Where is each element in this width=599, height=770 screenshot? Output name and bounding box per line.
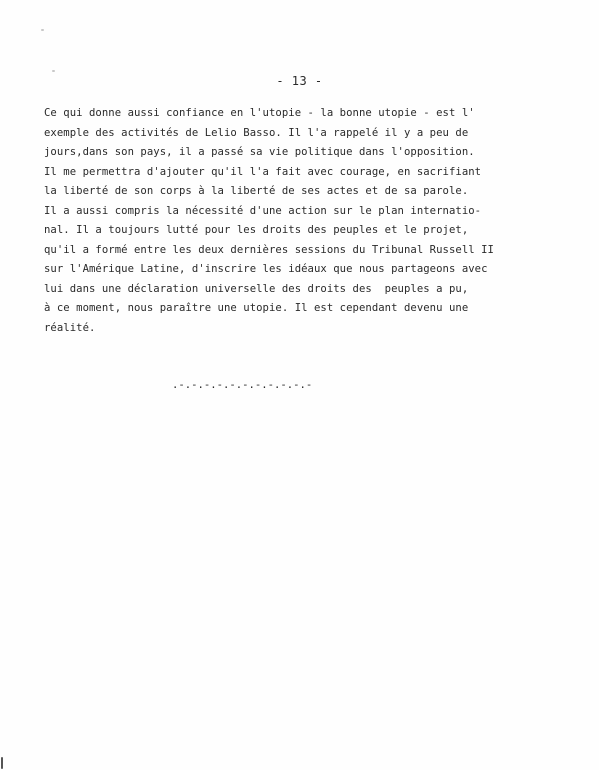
scan-speck [41, 29, 44, 31]
text-line: qu'il a formé entre les deux dernières sessions du Tribunal Russell II [44, 243, 494, 256]
body-paragraph [44, 104, 564, 338]
text-line: Ce qui donne aussi confiance en l'utopie - la bonne utopie - est l' [44, 107, 475, 119]
text-line: la liberté de son corps à la liberté de ses actes et de sa parole. [44, 185, 469, 197]
text-line: Il me permettra d'ajouter qu'il l'a fait avec courage, en sacrifiant [44, 165, 482, 178]
text-line: Il a aussi compris la nécessité d'une action sur le plan internatio- [44, 204, 482, 217]
text-line: réalité. [44, 321, 96, 334]
scan-speck [52, 70, 55, 72]
text-line: sur l'Amérique Latine, d'inscrire les idéaux que nous partageons avec [44, 263, 488, 275]
text-line: jours,dans son pays, il a passé sa vie politique dans l'opposition. [44, 146, 475, 158]
text-line: à ce moment, nous paraître une utopie. Il est cependant devenu une [44, 302, 469, 314]
page-number: - 13 - [276, 74, 323, 88]
text-line: exemple des activités de Lelio Basso. Il l'a rappelé il y a peu de [44, 126, 469, 139]
text-line: lui dans une déclaration universelle des droits des peuples a pu, [44, 282, 469, 295]
text-line: nal. Il a toujours lutté pour les droits des peuples et le projet, [44, 224, 469, 236]
scan-edge-mark [1, 757, 3, 769]
section-separator: .-.-.-.-.-.-.-.-.-.-.- [172, 379, 313, 391]
